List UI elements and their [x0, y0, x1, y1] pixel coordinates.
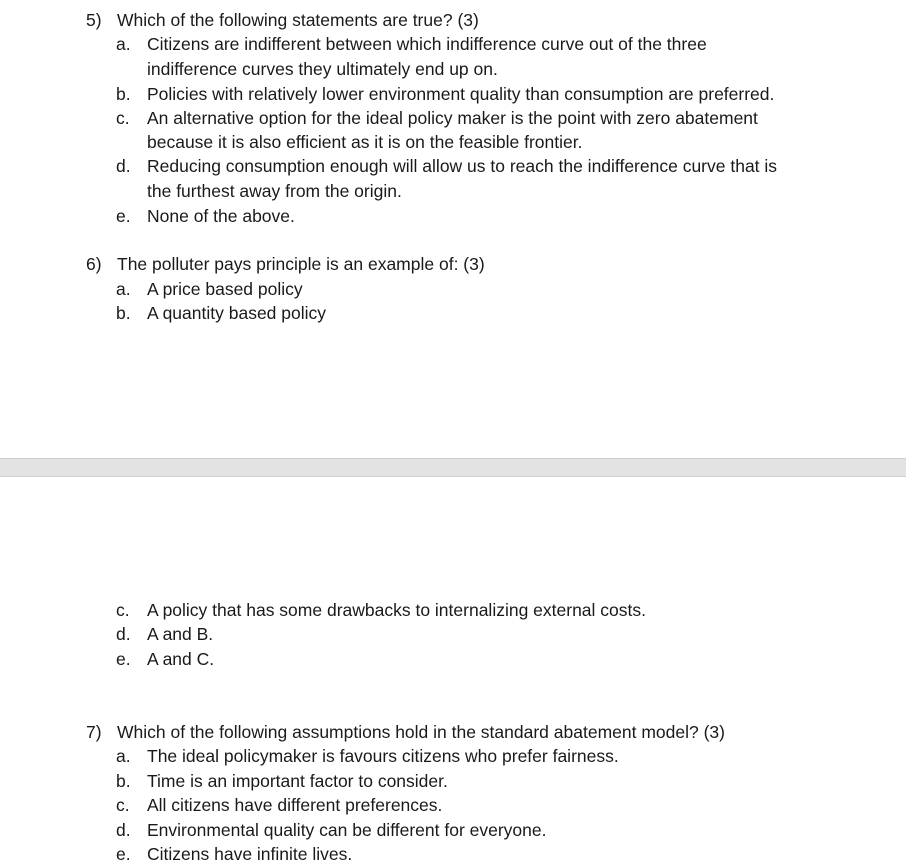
- q6-option-d-line-1: A and B.: [147, 624, 214, 644]
- q6-option-b-letter: b.: [116, 303, 131, 323]
- q6-option-c-line-1: A policy that has some drawbacks to internalizing external costs.: [147, 600, 646, 620]
- q5-option-e-line-1: None of the above.: [147, 206, 295, 226]
- q6-option-a-letter: a.: [116, 279, 131, 299]
- q7-option-d-letter: d.: [116, 820, 131, 840]
- q7-option-a-letter: a.: [116, 746, 131, 766]
- q6-option-b-line-1: A quantity based policy: [147, 303, 327, 323]
- q5-option-a-line-1: Citizens are indifferent between which indifference curve out of the three: [147, 34, 707, 54]
- document-page-2: [0, 477, 906, 868]
- q5-option-b-letter: b.: [116, 84, 131, 104]
- page-break-gap: [0, 458, 906, 477]
- q5-option-c-line-1: An alternative option for the ideal policy maker is the point with zero abatement: [147, 108, 758, 128]
- q5-option-c-line-2: because it is also efficient as it is on the feasible frontier.: [147, 132, 583, 152]
- q6-option-a-line-1: A price based policy: [147, 279, 303, 299]
- q5-option-d-letter: d.: [116, 156, 131, 176]
- q7-option-b-letter: b.: [116, 771, 131, 791]
- q7-option-e-letter: e.: [116, 844, 131, 864]
- q5-option-c-letter: c.: [116, 108, 130, 128]
- question-5-text: Which of the following statements are true? (3): [117, 10, 479, 30]
- question-6-text: The polluter pays principle is an example of: (3): [117, 254, 485, 274]
- question-7-number: 7): [86, 722, 102, 742]
- q7-option-c-line-1: All citizens have different preferences.: [147, 795, 443, 815]
- q6-option-e-letter: e.: [116, 649, 131, 669]
- q5-option-e-letter: e.: [116, 206, 131, 226]
- question-7-text: Which of the following assumptions hold in the standard abatement model? (3): [117, 722, 725, 742]
- q7-option-c-letter: c.: [116, 795, 130, 815]
- q5-option-b-line-1: Policies with relatively lower environment quality than consumption are preferred.: [147, 84, 775, 104]
- question-5-number: 5): [86, 10, 102, 30]
- question-6-number: 6): [86, 254, 102, 274]
- q5-option-a-letter: a.: [116, 34, 131, 54]
- q6-option-e-line-1: A and C.: [147, 649, 215, 669]
- q5-option-a-line-2: indifference curves they ultimately end up on.: [147, 59, 498, 79]
- q5-option-d-line-1: Reducing consumption enough will allow us to reach the indifference curve that is: [147, 156, 778, 176]
- q5-option-d-line-2: the furthest away from the origin.: [147, 181, 402, 201]
- q7-option-e-line-1: Citizens have infinite lives.: [147, 844, 353, 864]
- q7-option-d-line-1: Environmental quality can be different for everyone.: [147, 820, 547, 840]
- q6-option-c-letter: c.: [116, 600, 130, 620]
- q7-option-a-line-1: The ideal policymaker is favours citizens who prefer fairness.: [147, 746, 619, 766]
- q6-option-d-letter: d.: [116, 624, 131, 644]
- q7-option-b-line-1: Time is an important factor to consider.: [147, 771, 448, 791]
